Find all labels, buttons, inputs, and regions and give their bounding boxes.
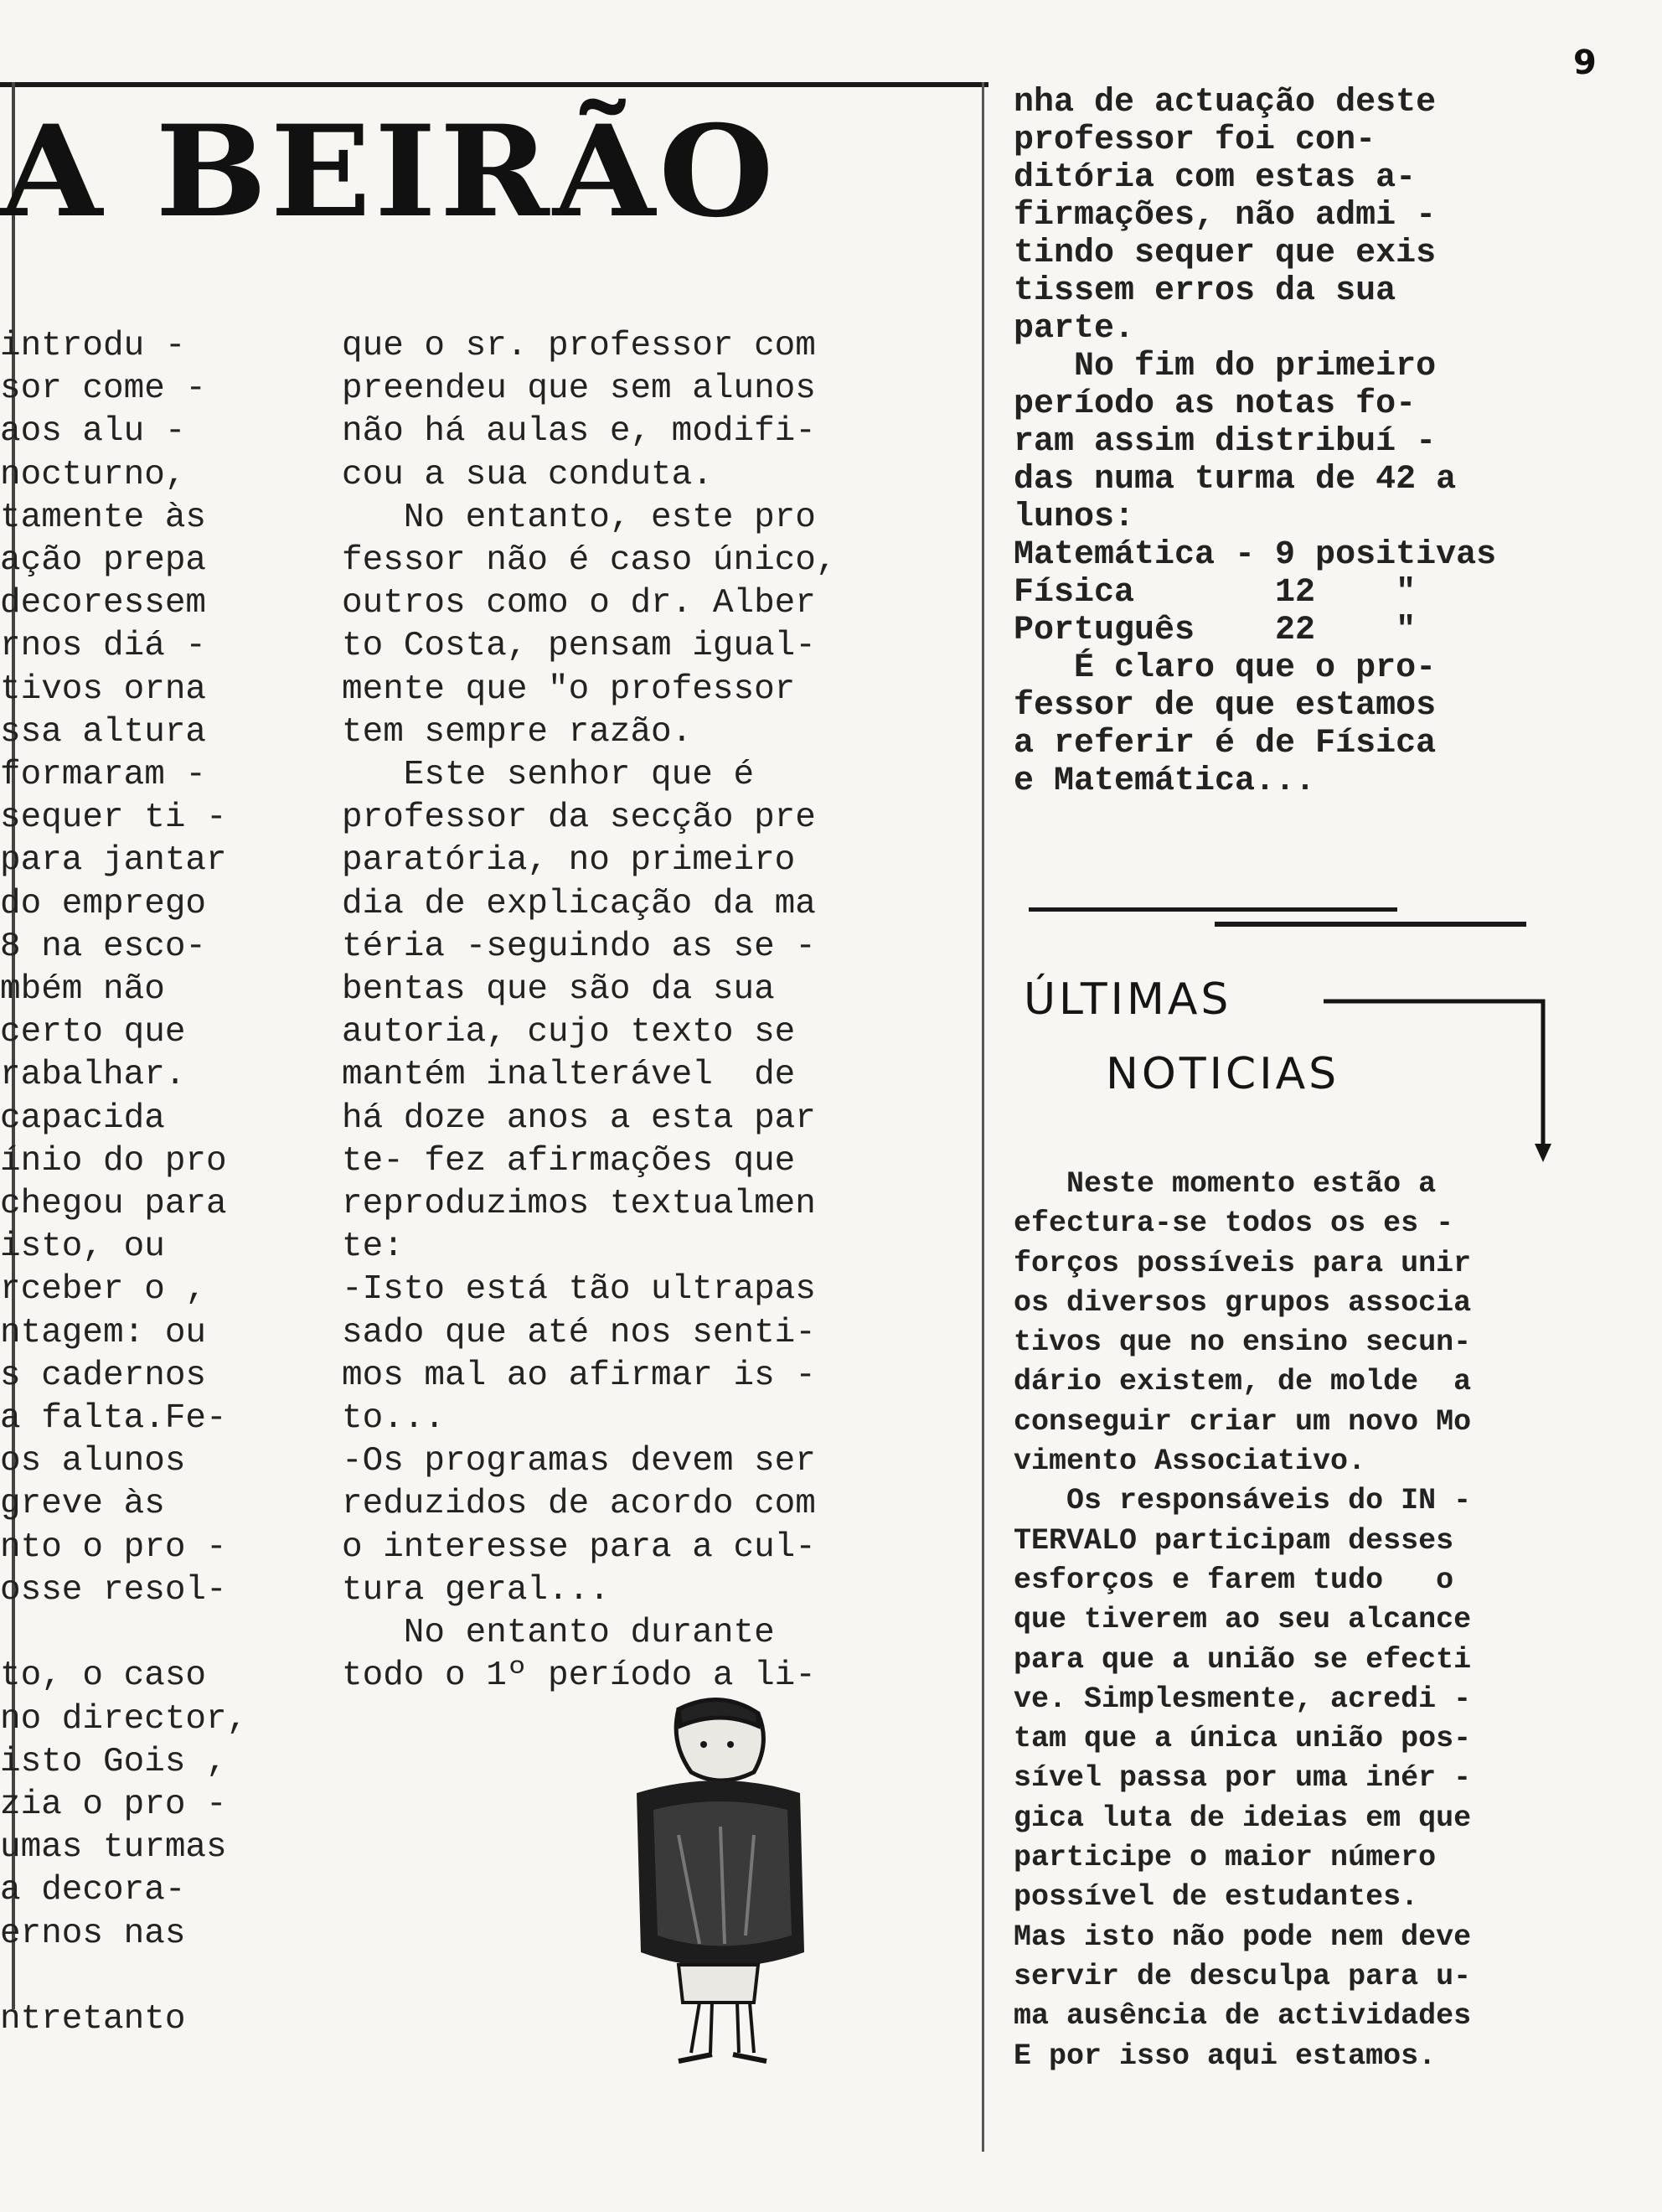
page-number: 9 (1573, 44, 1597, 82)
column-left (0, 325, 293, 2041)
column-a-line: ssa altura (0, 712, 207, 752)
column-b-line: que o sr. professor com (342, 327, 816, 365)
column-a-line (0, 1612, 293, 1655)
column-a-line: ação prepa (0, 541, 207, 581)
column-b-line: cou a sua conduta. (342, 455, 713, 494)
column-c-line: e Matemática... (1014, 762, 1316, 800)
column-b-line: todo o 1º período a li- (342, 1656, 816, 1696)
column-separator (982, 82, 984, 2152)
column-c-line: período as notas fo- (1014, 385, 1417, 423)
column-a-line: os alunos (0, 1442, 186, 1481)
column-a-line: to, o caso (0, 1656, 207, 1696)
column-a-line: decoressem (0, 584, 207, 623)
column-b-line: to... (342, 1399, 446, 1439)
column-b-line: reduzidos de acordo com (342, 1485, 816, 1524)
column-d-line: gica luta de ideias em que (1014, 1801, 1472, 1835)
column-d-line: esforços e farem tudo o (1014, 1563, 1454, 1597)
column-a-line: greve às (0, 1485, 165, 1524)
column-d-line: E por isso aqui estamos. (1014, 2039, 1437, 2073)
column-a-line: mbém não (0, 970, 165, 1010)
section-rule-2 (1215, 922, 1526, 927)
illustration-figure (620, 1693, 821, 2078)
column-c-line: lunos: (1014, 499, 1135, 536)
column-a-line: certo que (0, 1013, 186, 1052)
column-c-line: tissem erros da sua (1014, 272, 1396, 310)
column-a-line: 8 na esco- (0, 927, 207, 966)
column-c-line: ditória com estas a- (1014, 159, 1417, 197)
column-a-line: ntretanto (0, 1999, 186, 2039)
column-d-line: conseguir criar um novo Mo (1014, 1404, 1472, 1439)
top-rule (0, 82, 988, 87)
column-d-line: sível passa por uma inér - (1014, 1761, 1472, 1796)
column-d-line: Neste momento estão a (1014, 1167, 1437, 1201)
column-b-line: dia de explicação da ma (342, 884, 816, 923)
column-c-line: firmações, não admi - (1014, 197, 1437, 235)
column-c-line: tindo sequer que exis (1014, 235, 1437, 272)
column-a-line: isto, ou (0, 1227, 165, 1267)
column-d-line: possível de estudantes. (1014, 1880, 1419, 1915)
column-b-line: -Isto está tão ultrapas (342, 1270, 816, 1310)
column-c-line: Física 12 " (1014, 574, 1417, 612)
column-a-line: para jantar (0, 841, 227, 881)
column-b-line: bentas que são da sua (342, 970, 775, 1010)
box-title-line1: ÚLTIMAS (1024, 974, 1232, 1025)
column-a-line: ínio do pro (0, 1141, 227, 1181)
column-c-line: Matemática - 9 positivas (1014, 536, 1497, 574)
column-a-line: aos alu - (0, 412, 186, 452)
column-c-line: ram assim distribuí - (1014, 423, 1437, 461)
column-d-line: forços possíveis para unir (1014, 1246, 1472, 1280)
column-d-line: efectura-se todos os es - (1014, 1207, 1454, 1241)
column-a-line: formaram - (0, 756, 207, 795)
column-b-line: professor da secção pre (342, 798, 816, 838)
column-a-line: no director, (0, 1699, 248, 1739)
column-d-line: ve. Simplesmente, acredi - (1014, 1682, 1472, 1716)
column-a-line: rceber o , (0, 1270, 207, 1310)
column-a-line: rnos diá - (0, 627, 207, 666)
column-c-line: das numa turma de 42 a (1014, 461, 1457, 499)
column-d-line: dário existem, de molde a (1014, 1365, 1472, 1399)
column-b-line: há doze anos a esta par (342, 1098, 816, 1138)
column-d-line: Os responsáveis do IN - (1014, 1484, 1472, 1518)
column-d-line: para que a união se efecti (1014, 1642, 1472, 1677)
column-b-line: outros como o dr. Alber (342, 584, 816, 623)
column-d-line: participe o maior número (1014, 1841, 1437, 1875)
column-b-line: No entanto durante (342, 1614, 775, 1653)
column-c-line: fessor de que estamos (1014, 687, 1437, 725)
column-d-line: TERVALO participam desses (1014, 1523, 1454, 1558)
column-c-line: É claro que o pro- (1014, 649, 1437, 687)
column-b-line: mantém inalterável de (342, 1056, 796, 1095)
column-c-line: nha de actuação deste (1014, 84, 1437, 121)
column-b-line: fessor não é caso único, (342, 541, 837, 581)
column-right-bottom (1014, 1165, 1650, 2076)
column-a-line: s cadernos (0, 1356, 207, 1395)
column-a-line: osse resol- (0, 1570, 227, 1610)
column-a-line: sequer ti - (0, 798, 227, 838)
section-rule-1 (1029, 907, 1397, 912)
box-title-line2: NOTICIAS (1106, 1049, 1340, 1099)
column-b-line: No entanto, este pro (342, 498, 816, 537)
column-c-line: a referir é de Física (1014, 725, 1437, 762)
column-a-line: sor come - (0, 370, 207, 409)
column-b-line: mos mal ao afirmar is - (342, 1356, 816, 1395)
column-d-line: tivos que no ensino secun- (1014, 1326, 1472, 1360)
column-d-line: os diversos grupos associa (1014, 1285, 1472, 1320)
arrow-bracket-icon (1324, 993, 1558, 1165)
column-a-line (0, 1956, 293, 1998)
column-b-line: paratória, no primeiro (342, 841, 796, 881)
article-headline: A BEIRÃO (0, 98, 777, 245)
column-b-line: autoria, cujo texto se (342, 1013, 796, 1052)
column-b-line: tem sempre razão. (342, 712, 693, 752)
column-b-line: téria -seguindo as se - (342, 927, 816, 966)
column-a-line: chegou para (0, 1185, 227, 1224)
column-b-line: -Os programas devem ser (342, 1442, 816, 1481)
column-d-line: que tiverem ao seu alcance (1014, 1603, 1472, 1637)
column-d-line: Mas isto não pode nem deve (1014, 1920, 1472, 1954)
column-a-line: a decora- (0, 1871, 186, 1910)
column-a-line: tivos orna (0, 669, 207, 709)
column-a-line: ntagem: ou (0, 1313, 207, 1352)
column-a-line: a falta.Fe- (0, 1399, 227, 1439)
column-b-line: reproduzimos textualmen (342, 1185, 816, 1224)
column-b-line: preendeu que sem alunos (342, 370, 816, 409)
column-d-line: ma ausência de actividades (1014, 1999, 1472, 2034)
column-a-line: capacida (0, 1098, 165, 1138)
column-b-line: sado que até nos senti- (342, 1313, 816, 1352)
column-d-line: vimento Associativo. (1014, 1445, 1366, 1479)
column-middle (342, 325, 953, 1698)
column-c-line: professor foi con- (1014, 121, 1376, 159)
column-b-line: te- fez afirmações que (342, 1141, 796, 1181)
column-d-line: tam que a única união pos- (1014, 1722, 1472, 1756)
column-a-line: zia o pro - (0, 1785, 227, 1824)
column-b-line: Este senhor que é (342, 756, 755, 795)
column-d-line: servir de desculpa para u- (1014, 1959, 1472, 1993)
column-a-line: rabalhar. (0, 1056, 186, 1095)
column-right-top (1014, 84, 1650, 800)
column-b-line: mente que "o professor (342, 669, 796, 709)
column-a-line: nocturno, (0, 455, 186, 494)
column-c-line: parte. (1014, 310, 1135, 348)
column-a-line: introdu - (0, 327, 186, 365)
column-a-line: isto Gois , (0, 1742, 227, 1781)
column-a-line: ernos nas (0, 1914, 186, 1953)
column-a-line: umas turmas (0, 1828, 227, 1868)
column-b-line: to Costa, pensam igual- (342, 627, 816, 666)
column-c-line: No fim do primeiro (1014, 348, 1437, 385)
column-a-line: tamente às (0, 498, 207, 537)
column-b-line: o interesse para a cul- (342, 1527, 816, 1567)
column-c-line: Português 22 " (1014, 612, 1417, 649)
column-b-line: te: (342, 1227, 404, 1267)
column-b-line: tura geral... (342, 1570, 610, 1610)
column-a-line: do emprego (0, 884, 207, 923)
column-b-line: não há aulas e, modifi- (342, 412, 816, 452)
column-a-line: nto o pro - (0, 1527, 227, 1567)
